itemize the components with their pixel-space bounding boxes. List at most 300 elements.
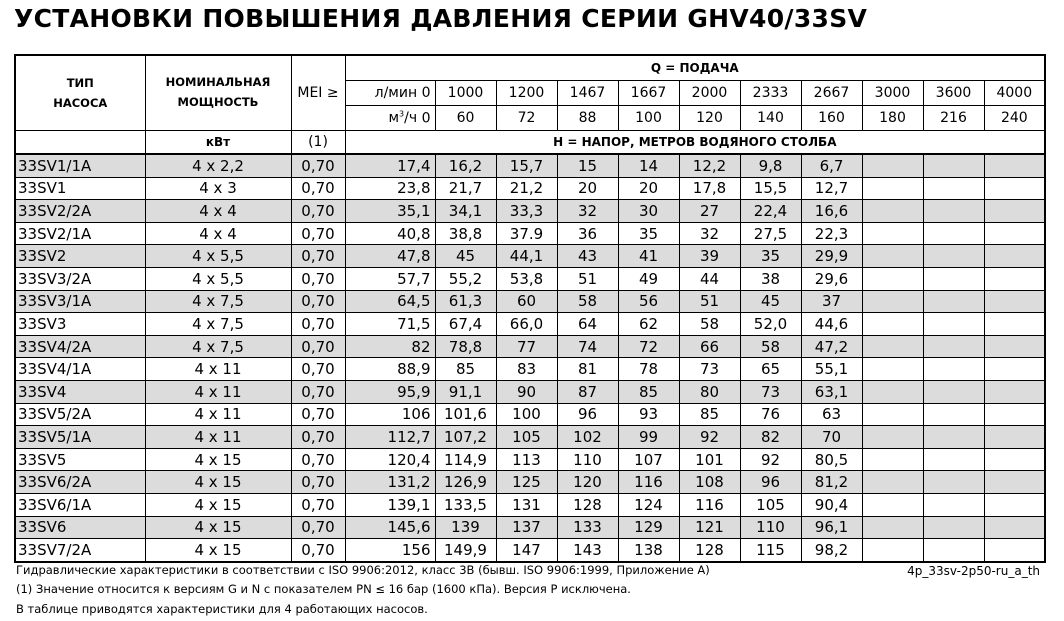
table-row bbox=[15, 267, 1045, 290]
head-value-cell: 22,3 bbox=[801, 222, 862, 245]
head-value-cell: 15,7 bbox=[496, 154, 557, 177]
head-value-cell: 60 bbox=[496, 290, 557, 313]
power-header bbox=[145, 55, 291, 131]
head-value-cell bbox=[862, 154, 923, 177]
head-value-cell bbox=[862, 290, 923, 313]
mei-cell: 0,70 bbox=[291, 245, 345, 268]
head-value-cell bbox=[984, 177, 1045, 200]
m3h-value: 0 bbox=[421, 110, 431, 127]
m3h-value: 100 bbox=[618, 106, 679, 131]
head-value-cell: 17,8 bbox=[679, 177, 740, 200]
head-value-cell: 116 bbox=[679, 493, 740, 516]
head-value-cell: 129 bbox=[618, 516, 679, 539]
mei-cell: 0,70 bbox=[291, 471, 345, 494]
head-value-cell: 9,8 bbox=[740, 154, 801, 177]
power-cell: 4 x 3 bbox=[145, 177, 291, 200]
power-header-line1: НОМИНАЛЬНАЯ bbox=[165, 75, 271, 89]
head-value-cell: 80 bbox=[679, 380, 740, 403]
lmin-value: 4000 bbox=[984, 81, 1045, 106]
pump-type-cell: 33SV6/2A bbox=[15, 471, 145, 494]
type-header-spacer bbox=[15, 131, 145, 155]
power-cell: 4 x 11 bbox=[145, 426, 291, 449]
table-row bbox=[15, 222, 1045, 245]
mei-cell: 0,70 bbox=[291, 222, 345, 245]
head-value-cell bbox=[984, 448, 1045, 471]
head-value-cell: 67,4 bbox=[435, 313, 496, 336]
head-value-cell: 12,7 bbox=[801, 177, 862, 200]
head-value-cell: 128 bbox=[679, 539, 740, 562]
head-value-cell: 44,1 bbox=[496, 245, 557, 268]
head-value-cell: 47,8 bbox=[345, 245, 435, 268]
head-value-cell: 32 bbox=[679, 222, 740, 245]
head-value-cell bbox=[862, 222, 923, 245]
pump-type-cell: 33SV5/1A bbox=[15, 426, 145, 449]
head-value-cell bbox=[862, 403, 923, 426]
head-value-cell bbox=[984, 222, 1045, 245]
head-value-cell: 124 bbox=[618, 493, 679, 516]
head-value-cell: 107,2 bbox=[435, 426, 496, 449]
mei-cell: 0,70 bbox=[291, 200, 345, 223]
table-row bbox=[15, 516, 1045, 539]
head-value-cell: 15 bbox=[557, 154, 618, 177]
mei-cell: 0,70 bbox=[291, 403, 345, 426]
table-row bbox=[15, 448, 1045, 471]
head-value-cell: 121 bbox=[679, 516, 740, 539]
head-value-cell: 143 bbox=[557, 539, 618, 562]
page-title: УСТАНОВКИ ПОВЫШЕНИЯ ДАВЛЕНИЯ СЕРИИ GHV40/33SV bbox=[14, 4, 868, 33]
head-value-cell: 125 bbox=[496, 471, 557, 494]
head-value-cell: 82 bbox=[345, 335, 435, 358]
head-value-cell: 37 bbox=[801, 290, 862, 313]
head-value-cell: 90,4 bbox=[801, 493, 862, 516]
head-value-cell bbox=[923, 448, 984, 471]
head-value-cell bbox=[923, 426, 984, 449]
head-value-cell: 145,6 bbox=[345, 516, 435, 539]
pump-type-cell: 33SV4/2A bbox=[15, 335, 145, 358]
table-row bbox=[15, 539, 1045, 562]
head-value-cell: 21,7 bbox=[435, 177, 496, 200]
head-value-cell: 32 bbox=[557, 200, 618, 223]
head-value-cell bbox=[984, 358, 1045, 381]
head-value-cell bbox=[923, 335, 984, 358]
head-value-cell: 44,6 bbox=[801, 313, 862, 336]
pump-type-cell: 33SV1 bbox=[15, 177, 145, 200]
head-value-cell: 106 bbox=[345, 403, 435, 426]
head-value-cell bbox=[923, 200, 984, 223]
pump-type-cell: 33SV2/1A bbox=[15, 222, 145, 245]
head-value-cell: 16,6 bbox=[801, 200, 862, 223]
mei-cell: 0,70 bbox=[291, 313, 345, 336]
power-cell: 4 x 11 bbox=[145, 358, 291, 381]
head-value-cell: 51 bbox=[557, 267, 618, 290]
head-value-cell: 58 bbox=[679, 313, 740, 336]
head-value-cell: 107 bbox=[618, 448, 679, 471]
m3h-value: 60 bbox=[435, 106, 496, 131]
m3h-first-cell bbox=[345, 106, 435, 131]
head-value-cell: 91,1 bbox=[435, 380, 496, 403]
head-value-cell bbox=[862, 426, 923, 449]
lmin-value: 1000 bbox=[435, 81, 496, 106]
head-value-cell: 51 bbox=[679, 290, 740, 313]
head-value-cell bbox=[862, 358, 923, 381]
pump-type-cell: 33SV3/2A bbox=[15, 267, 145, 290]
head-value-cell: 85 bbox=[618, 380, 679, 403]
lmin-value: 3000 bbox=[862, 81, 923, 106]
performance-table bbox=[14, 54, 1046, 563]
pump-type-cell: 33SV4/1A bbox=[15, 358, 145, 381]
head-value-cell: 93 bbox=[618, 403, 679, 426]
mei-header: MEI ≥ bbox=[291, 55, 345, 131]
head-value-cell: 23,8 bbox=[345, 177, 435, 200]
flow-header: Q = ПОДАЧА bbox=[345, 55, 1045, 81]
head-value-cell: 33,3 bbox=[496, 200, 557, 223]
head-value-cell bbox=[984, 426, 1045, 449]
head-value-cell: 114,9 bbox=[435, 448, 496, 471]
head-value-cell: 128 bbox=[557, 493, 618, 516]
power-header-line2: МОЩНОСТЬ bbox=[177, 95, 259, 109]
head-value-cell bbox=[923, 222, 984, 245]
head-value-cell bbox=[984, 245, 1045, 268]
head-value-cell bbox=[984, 493, 1045, 516]
head-value-cell bbox=[984, 516, 1045, 539]
head-value-cell: 126,9 bbox=[435, 471, 496, 494]
mei-cell: 0,70 bbox=[291, 426, 345, 449]
head-value-cell: 101,6 bbox=[435, 403, 496, 426]
lmin-value: 0 bbox=[421, 85, 431, 101]
power-cell: 4 x 7,5 bbox=[145, 335, 291, 358]
head-value-cell: 27 bbox=[679, 200, 740, 223]
head-value-cell: 82 bbox=[740, 426, 801, 449]
head-value-cell: 35 bbox=[618, 222, 679, 245]
head-value-cell: 133,5 bbox=[435, 493, 496, 516]
pump-type-cell: 33SV5/2A bbox=[15, 403, 145, 426]
lmin-value: 2000 bbox=[679, 81, 740, 106]
head-value-cell: 90 bbox=[496, 380, 557, 403]
head-value-cell bbox=[862, 516, 923, 539]
head-value-cell: 61,3 bbox=[435, 290, 496, 313]
head-value-cell: 138 bbox=[618, 539, 679, 562]
head-value-cell: 110 bbox=[557, 448, 618, 471]
head-value-cell: 112,7 bbox=[345, 426, 435, 449]
mei-cell: 0,70 bbox=[291, 154, 345, 177]
head-value-cell: 101 bbox=[679, 448, 740, 471]
table-row bbox=[15, 200, 1045, 223]
power-cell: 4 x 11 bbox=[145, 403, 291, 426]
m3h-value: 216 bbox=[923, 106, 984, 131]
pump-type-cell: 33SV6/1A bbox=[15, 493, 145, 516]
lmin-value: 1467 bbox=[557, 81, 618, 106]
pump-type-cell: 33SV6 bbox=[15, 516, 145, 539]
head-value-cell bbox=[862, 380, 923, 403]
head-value-cell: 120 bbox=[557, 471, 618, 494]
m3h-value: 120 bbox=[679, 106, 740, 131]
head-value-cell: 147 bbox=[496, 539, 557, 562]
footnote-mei: (1) Значение относится к версиям G и N с показателем PN ≤ 16 бар (1600 кПа). Версия P исключена. bbox=[16, 582, 631, 596]
table-row bbox=[15, 245, 1045, 268]
head-value-cell: 87 bbox=[557, 380, 618, 403]
head-value-cell: 95,9 bbox=[345, 380, 435, 403]
head-value-cell: 64,5 bbox=[345, 290, 435, 313]
head-value-cell: 110 bbox=[740, 516, 801, 539]
head-value-cell: 105 bbox=[496, 426, 557, 449]
head-value-cell: 133 bbox=[557, 516, 618, 539]
power-cell: 4 x 5,5 bbox=[145, 267, 291, 290]
head-value-cell bbox=[862, 539, 923, 562]
head-value-cell: 74 bbox=[557, 335, 618, 358]
head-value-cell: 156 bbox=[345, 539, 435, 562]
table-row bbox=[15, 290, 1045, 313]
head-value-cell: 100 bbox=[496, 403, 557, 426]
power-cell: 4 x 15 bbox=[145, 493, 291, 516]
power-cell: 4 x 2,2 bbox=[145, 154, 291, 177]
m3h-unit: $м^3/ч$ bbox=[388, 109, 418, 127]
head-value-cell: 14 bbox=[618, 154, 679, 177]
head-value-cell: 6,7 bbox=[801, 154, 862, 177]
head-value-cell: 45 bbox=[435, 245, 496, 268]
type-header-line2: НАСОСА bbox=[53, 96, 108, 110]
power-cell: 4 x 5,5 bbox=[145, 245, 291, 268]
head-value-cell: 15,5 bbox=[740, 177, 801, 200]
head-value-cell: 21,2 bbox=[496, 177, 557, 200]
head-value-cell bbox=[984, 539, 1045, 562]
head-value-cell: 96 bbox=[740, 471, 801, 494]
power-cell: 4 x 11 bbox=[145, 380, 291, 403]
m3h-value: 160 bbox=[801, 106, 862, 131]
head-value-cell: 92 bbox=[679, 426, 740, 449]
head-value-cell bbox=[923, 493, 984, 516]
head-value-cell: 53,8 bbox=[496, 267, 557, 290]
head-value-cell: 131 bbox=[496, 493, 557, 516]
head-value-cell bbox=[923, 380, 984, 403]
head-value-cell: 88,9 bbox=[345, 358, 435, 381]
head-value-cell bbox=[923, 313, 984, 336]
lmin-value: 1667 bbox=[618, 81, 679, 106]
head-value-cell: 36 bbox=[557, 222, 618, 245]
head-value-cell: 49 bbox=[618, 267, 679, 290]
power-cell: 4 x 7,5 bbox=[145, 313, 291, 336]
pump-type-cell: 33SV3 bbox=[15, 313, 145, 336]
head-value-cell bbox=[923, 471, 984, 494]
mei-cell: 0,70 bbox=[291, 290, 345, 313]
head-value-cell: 57,7 bbox=[345, 267, 435, 290]
table-row bbox=[15, 154, 1045, 177]
lmin-unit: л/мин bbox=[374, 85, 418, 101]
head-value-cell: 45 bbox=[740, 290, 801, 313]
m3h-value: 140 bbox=[740, 106, 801, 131]
head-value-cell: 40,8 bbox=[345, 222, 435, 245]
head-header: H = НАПОР, МЕТРОВ ВОДЯНОГО СТОЛБА bbox=[345, 131, 1045, 155]
m3h-value: 72 bbox=[496, 106, 557, 131]
head-value-cell: 62 bbox=[618, 313, 679, 336]
head-value-cell bbox=[862, 245, 923, 268]
head-value-cell bbox=[923, 516, 984, 539]
head-value-cell: 37.9 bbox=[496, 222, 557, 245]
head-value-cell bbox=[862, 335, 923, 358]
head-value-cell: 131,2 bbox=[345, 471, 435, 494]
head-value-cell: 39 bbox=[679, 245, 740, 268]
head-value-cell: 58 bbox=[740, 335, 801, 358]
head-value-cell: 99 bbox=[618, 426, 679, 449]
power-cell: 4 x 15 bbox=[145, 516, 291, 539]
head-value-cell: 44 bbox=[679, 267, 740, 290]
pump-type-cell: 33SV5 bbox=[15, 448, 145, 471]
head-value-cell bbox=[984, 200, 1045, 223]
head-value-cell: 38 bbox=[740, 267, 801, 290]
lmin-value: 2667 bbox=[801, 81, 862, 106]
head-value-cell bbox=[984, 471, 1045, 494]
head-value-cell: 43 bbox=[557, 245, 618, 268]
head-value-cell: 55,1 bbox=[801, 358, 862, 381]
head-value-cell: 102 bbox=[557, 426, 618, 449]
head-value-cell bbox=[862, 471, 923, 494]
table-row bbox=[15, 335, 1045, 358]
head-value-cell: 73 bbox=[679, 358, 740, 381]
table-row bbox=[15, 358, 1045, 381]
mei-cell: 0,70 bbox=[291, 358, 345, 381]
table-row bbox=[15, 426, 1045, 449]
head-value-cell: 63,1 bbox=[801, 380, 862, 403]
mei-cell: 0,70 bbox=[291, 177, 345, 200]
head-value-cell: 34,1 bbox=[435, 200, 496, 223]
head-value-cell bbox=[923, 290, 984, 313]
head-value-cell: 72 bbox=[618, 335, 679, 358]
power-cell: 4 x 4 bbox=[145, 200, 291, 223]
m3h-value: 240 bbox=[984, 106, 1045, 131]
head-value-cell: 70 bbox=[801, 426, 862, 449]
mei-cell: 0,70 bbox=[291, 448, 345, 471]
m3h-value: 88 bbox=[557, 106, 618, 131]
mei-cell: 0,70 bbox=[291, 539, 345, 562]
head-value-cell: 120,4 bbox=[345, 448, 435, 471]
head-value-cell bbox=[923, 403, 984, 426]
head-value-cell: 108 bbox=[679, 471, 740, 494]
table-body bbox=[15, 154, 1045, 562]
head-value-cell bbox=[984, 335, 1045, 358]
head-value-cell: 56 bbox=[618, 290, 679, 313]
head-value-cell: 73 bbox=[740, 380, 801, 403]
head-value-cell: 29,6 bbox=[801, 267, 862, 290]
pump-type-cell: 33SV3/1A bbox=[15, 290, 145, 313]
head-value-cell bbox=[923, 154, 984, 177]
head-value-cell bbox=[984, 267, 1045, 290]
mei-cell: 0,70 bbox=[291, 516, 345, 539]
power-cell: 4 x 7,5 bbox=[145, 290, 291, 313]
head-value-cell: 85 bbox=[679, 403, 740, 426]
power-cell: 4 x 15 bbox=[145, 471, 291, 494]
lmin-value: 2333 bbox=[740, 81, 801, 106]
head-value-cell: 137 bbox=[496, 516, 557, 539]
head-value-cell: 38,8 bbox=[435, 222, 496, 245]
head-value-cell: 55,2 bbox=[435, 267, 496, 290]
head-value-cell: 115 bbox=[740, 539, 801, 562]
head-value-cell: 113 bbox=[496, 448, 557, 471]
head-value-cell: 29,9 bbox=[801, 245, 862, 268]
head-value-cell: 71,5 bbox=[345, 313, 435, 336]
head-value-cell bbox=[923, 267, 984, 290]
head-value-cell: 47,2 bbox=[801, 335, 862, 358]
head-value-cell bbox=[862, 448, 923, 471]
type-header bbox=[15, 55, 145, 131]
table-row bbox=[15, 471, 1045, 494]
head-value-cell: 65 bbox=[740, 358, 801, 381]
mei-note: (1) bbox=[291, 131, 345, 155]
head-value-cell: 76 bbox=[740, 403, 801, 426]
head-value-cell bbox=[862, 200, 923, 223]
head-value-cell: 77 bbox=[496, 335, 557, 358]
pump-type-cell: 33SV2/2A bbox=[15, 200, 145, 223]
head-value-cell: 66 bbox=[679, 335, 740, 358]
head-value-cell: 85 bbox=[435, 358, 496, 381]
head-value-cell: 98,2 bbox=[801, 539, 862, 562]
head-value-cell: 78,8 bbox=[435, 335, 496, 358]
head-value-cell bbox=[862, 493, 923, 516]
head-value-cell: 66,0 bbox=[496, 313, 557, 336]
power-unit: кВт bbox=[145, 131, 291, 155]
footnote-standard: Гидравлические характеристики в соответствии с ISO 9906:2012, класс 3B (бывш. ISO 9906:1999, Приложение A) bbox=[16, 563, 710, 577]
head-value-cell: 139,1 bbox=[345, 493, 435, 516]
head-value-cell bbox=[923, 358, 984, 381]
pump-type-cell: 33SV2 bbox=[15, 245, 145, 268]
head-value-cell: 149,9 bbox=[435, 539, 496, 562]
head-value-cell: 96 bbox=[557, 403, 618, 426]
document-code: 4p_33sv-2p50-ru_a_th bbox=[907, 564, 1040, 578]
lmin-value: 3600 bbox=[923, 81, 984, 106]
head-value-cell: 22,4 bbox=[740, 200, 801, 223]
head-value-cell bbox=[923, 245, 984, 268]
head-value-cell: 116 bbox=[618, 471, 679, 494]
type-header-line1: ТИП bbox=[66, 76, 94, 90]
head-value-cell bbox=[984, 403, 1045, 426]
power-cell: 4 x 15 bbox=[145, 448, 291, 471]
head-value-cell bbox=[862, 267, 923, 290]
head-value-cell: 58 bbox=[557, 290, 618, 313]
head-value-cell bbox=[984, 290, 1045, 313]
mei-cell: 0,70 bbox=[291, 380, 345, 403]
head-value-cell: 35,1 bbox=[345, 200, 435, 223]
head-value-cell: 105 bbox=[740, 493, 801, 516]
head-value-cell: 35 bbox=[740, 245, 801, 268]
pump-type-cell: 33SV4 bbox=[15, 380, 145, 403]
table-row bbox=[15, 177, 1045, 200]
mei-cell: 0,70 bbox=[291, 335, 345, 358]
head-value-cell: 81,2 bbox=[801, 471, 862, 494]
lmin-first-cell bbox=[345, 81, 435, 106]
head-value-cell: 17,4 bbox=[345, 154, 435, 177]
lmin-value: 1200 bbox=[496, 81, 557, 106]
pump-type-cell: 33SV7/2A bbox=[15, 539, 145, 562]
head-value-cell: 12,2 bbox=[679, 154, 740, 177]
head-value-cell: 80,5 bbox=[801, 448, 862, 471]
mei-cell: 0,70 bbox=[291, 493, 345, 516]
head-value-cell: 81 bbox=[557, 358, 618, 381]
m3h-value: 180 bbox=[862, 106, 923, 131]
head-value-cell bbox=[923, 177, 984, 200]
head-value-cell: 96,1 bbox=[801, 516, 862, 539]
footnote-pumps: В таблице приводятся характеристики для 4 работающих насосов. bbox=[16, 602, 428, 616]
head-value-cell bbox=[984, 313, 1045, 336]
head-value-cell: 52,0 bbox=[740, 313, 801, 336]
table-row bbox=[15, 493, 1045, 516]
head-value-cell bbox=[862, 313, 923, 336]
head-value-cell: 20 bbox=[618, 177, 679, 200]
head-value-cell: 64 bbox=[557, 313, 618, 336]
power-cell: 4 x 4 bbox=[145, 222, 291, 245]
head-value-cell: 92 bbox=[740, 448, 801, 471]
table-row bbox=[15, 380, 1045, 403]
head-value-cell: 63 bbox=[801, 403, 862, 426]
table-row bbox=[15, 403, 1045, 426]
head-value-cell: 41 bbox=[618, 245, 679, 268]
